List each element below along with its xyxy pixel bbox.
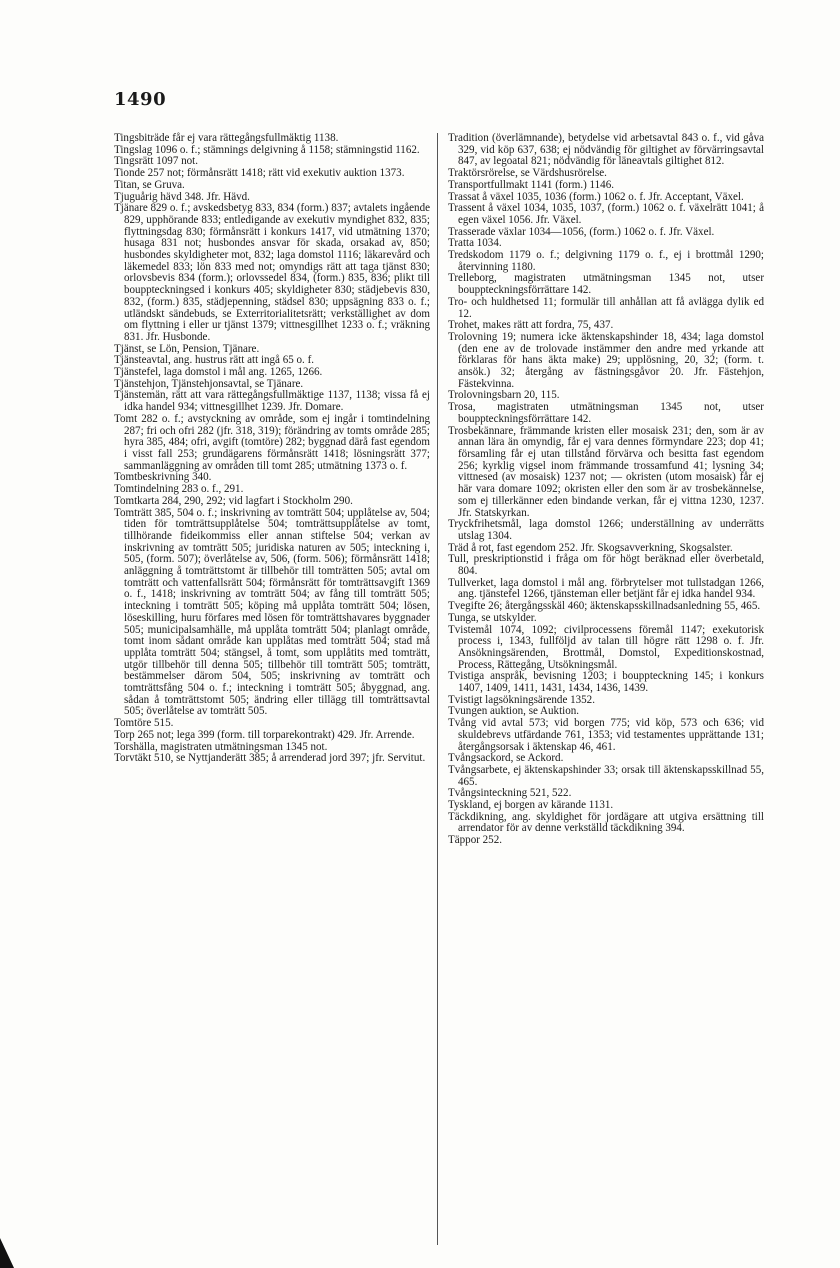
index-entry: Tjänsteavtal, ang. hustrus rätt att ingå 65 o. f. [114,354,315,367]
index-entry: Tvångsinteckning 521, 522. [448,787,572,800]
index-entry: Tjänare 829 o. f.; avskedsbetyg 833, 834 (form.) 837; avtalets ingående 829, upphörande 833; entledigande av exekutiv myndighet 832, 835; flyttningsdag 830; förmånsrätt i konkurs 1417, vid utmätning 1370; husaga 831 not; husbondes ansvar för skada, orsakad av, 850; husbondes skyldigheter mot, 832; laga domstol 1116; läkarevård och läkemedel 833; lön 833 med not; omyndigs rätt att taga tjänst 830; orlovsbevis 834 (form.); orlovssedel 834, (form.) 835, 836; plikt till bouppteckningsed i konkurs 405; skyldigheter 830; städjebevis 830, 832, (form.) 835, städjepenning, städsel 830; uppsägning 833 o. f.; utländskt sändebuds, se Exterritorialitetsrätt; verkställighet av dom om flyttning i eller ur tjänst 1379; vittnesgillhet 1233 o. f.; vräkning 831. Jfr. Husbonde. [114,202,430,343]
index-entry: Trassat å växel 1035, 1036 (form.) 1062 o. f. Jfr. Acceptant, Växel. [448,190,744,203]
index-entry: Transportfullmakt 1141 (form.) 1146. [448,178,614,191]
index-entry: Tjuguårig hävd 348. Jfr. Hävd. [114,190,250,203]
index-entry: Tullverket, laga domstol i mål ang. förbrytelser mot tullstadgan 1266, ang. tjänstefel 1266, tjänsteman eller betjänt får ej idka handel 934. [448,576,764,601]
index-entry: Täckdikning, ang. skyldighet för jordägare att utgiva ersättning till arrendator för av denne verkställd täckdikning 394. [448,810,764,835]
index-entry: Tryckfrihetsmål, laga domstol 1266; underställning av underrätts utslag 1304. [448,518,764,542]
index-column-left [114,133,430,765]
index-entry: Tomtindelning 283 o. f., 291. [114,483,244,496]
page-number: 1490 [114,89,167,110]
index-entry: Tvångsarbete, ej äktenskapshinder 33; orsak till äktenskapsskillnad 55, 465. [448,763,764,788]
index-entry: Tradition (överlämnande), betydelse vid arbetsavtal 843 o. f., vid gåva 329, vid köp 637, 638; ej nödvändig för giltighet av förvärringsavtal 847, av legoatal 821; nödvändig för läneavtals giltighet 812. [448,132,764,168]
index-entry: Tomtbeskrivning 340. [114,471,212,484]
index-entry: Trolovningsbarn 20, 115. [448,389,560,402]
scan-corner-shadow [0,1238,14,1268]
index-entry: Tredskodom 1179 o. f.; delgivning 1179 o. f., ej i brottmål 1290; återvinning 1180. [448,249,764,273]
index-entry: Tvång vid avtal 573; vid borgen 775; vid köp, 573 och 636; vid skuldebrevs utfärdande 761, 1353; vid testamentes upprättande 131; återgångsorsak i äktenskap 46, 461. [448,717,764,753]
index-entry: Trasserade växlar 1034—1056, (form.) 1062 o. f. Jfr. Växel. [448,225,715,238]
index-entry: Tvångsackord, se Ackord. [448,752,564,765]
index-entry: Trelleborg, magistraten utmätningsman 1345 not, utser bouppteckningsförrättare 142. [448,272,764,297]
index-entry: Tjänstefel, laga domstol i mål ang. 1265, 1266. [114,366,323,379]
index-entry: Tvistiga anspråk, bevisning 1203; i bouppteckning 145; i konkurs 1407, 1409, 1411, 1431, 1434, 1436, 1439. [448,670,764,695]
index-entry: Torshälla, magistraten utmätningsman 1345 not. [114,740,328,753]
index-entry: Trassent å växel 1034, 1035, 1037, (form.) 1062 o. f. växelrätt 1041; å egen växel 1056. Jfr. Växel. [448,202,764,226]
index-entry: Tingsrätt 1097 not. [114,155,198,168]
index-entry: Täppor 252. [448,834,502,847]
index-entry: Tomtkarta 284, 290, 292; vid lagfart i Stockholm 290. [114,494,353,507]
index-entry: Tionde 257 not; förmånsrätt 1418; rätt vid exekutiv auktion 1373. [114,167,405,180]
index-entry: Tratta 1034. [448,237,502,250]
index-entry: Träd å rot, fast egendom 252. Jfr. Skogsavverkning, Skogsalster. [448,541,733,554]
index-entry: Tro- och huldhetsed 11; formulär till anhållan att få avlägga dylik ed 12. [448,295,764,320]
column-divider [437,133,438,1245]
index-entry: Tingslag 1096 o. f.; stämnings delgivning å 1158; stämningstid 1162. [114,143,420,156]
index-entry: Trosa, magistraten utmätningsman 1345 not, utser bouppteckningsförrättare 142. [448,401,764,425]
index-entry: Trolovning 19; numera icke äktenskapshinder 18, 434; laga domstol (den ene av de trolovade instämmer den andre med yrkande att förklaras för hans äkta make) 29; upplösning, 20, 32; (form. t. ansök.) 32; återgång av fästningsgåvor 20. Jfr. Fästehjon, Fästekvinna. [448,330,764,390]
index-entry: Tjänstemän, rätt att vara rättegångsfullmäktige 1137, 1138; vissa få ej idka handel 934; vittnesgillhet 1239. Jfr. Domare. [114,389,430,414]
index-entry: Tvegifte 26; återgångsskäl 460; äktenskapsskillnadsanledning 55, 465. [448,600,761,613]
index-entry: Trosbekännare, främmande kristen eller mosaisk 231; den, som är av annan lära än omyndig, får ej vara dennes förmyndare 223; dop 41; församling får ej utan tillstånd förvärva och besitta fast egendom 256; kyrklig vigsel inom främmande trossamfund 41; lysning 34; vittnesed (av mosaisk) 1237 not; — okristen (utom mosaisk) får ej här vara domare 1092; okristen eller den som är av trosbekännelse, som ej tillerkänner eden bindande verkan, får ej vittna 1230, 1237. Jfr. Statskyrkan. [448,424,764,519]
index-entry: Tomt 282 o. f.; avstyckning av område, som ej ingår i tomtindelning 287; fri och ofri 282 (jfr. 318, 319); förändring av tomts område 285; hyra 385, 484; ofri, avgift (tomtöre) 282; byggnad därå fast egendom i visst fall 253; grundägarens förmånsrätt 1418; lösningsrätt 377; sammanläggning av områden till tomt 285; utmätning 1373 o. f. [114,412,430,472]
index-entry: Torp 265 not; lega 399 (form. till torparekontrakt) 429. Jfr. Arrende. [114,728,415,741]
index-entry: Tjänst, se Lön, Pension, Tjänare. [114,342,260,355]
index-entry: Titan, se Gruva. [114,178,185,191]
index-entry: Tyskland, ej borgen av kärande 1131. [448,799,614,812]
index-entry: Tvungen auktion, se Auktion. [448,705,580,718]
index-column-right [448,133,764,847]
index-entry: Tunga, se utskylder. [448,611,537,624]
index-entry: Tjänstehjon, Tjänstehjonsavtal, se Tjänare. [114,377,304,390]
index-entry: Tull, preskriptionstid i fråga om för högt beräknad eller överbetald, 804. [448,553,764,578]
index-entry: Trohet, makes rätt att fordra, 75, 437. [448,319,614,332]
index-entry: Tvistigt lagsökningsärende 1352. [448,693,595,706]
index-entry: Tvistemål 1074, 1092; civilprocessens föremål 1147; exekutorisk process i, 1343, fullföljd av talan till högre rätt 1298 o. f. Jfr. Ansökningsärenden, Brottmål, Domstol, Expeditionskostnad, Process, Rättegång, Utsökningsmål. [448,623,764,671]
index-entry: Tomträtt 385, 504 o. f.; inskrivning av tomträtt 504; upplåtelse av, 504; tiden för tomträttsupplåtelse 504; tomträttsupplåtelse av tomt, tillhörande fideikommiss eller annan stiftelse 504; verkan av inskrivning av tomträtt 505; juridiska naturen av 505; inteckning i, 505, (form. 507); överlåtelse av, 506, (form. 506); förmånsrätt 1418; anläggning å tomträttstomt är tillbehör till tomträtten 505; avtal om tomträtt och vattenfallsrätt 504; förmånsrätt för tomträttsavgift 1369 o. f., 1418; inskrivning av tomträtt 504; av fång till tomträtt 505; inteckning i tomträtt 505; köping må upplåta tomträtt 504; lösen, löseskilling, huru förfares med lösen för tomträttshavares byggnader 505; municipalsamhälle, må upplåta tomträtt 504; planlagt område, tomt inom sådant område kan upplåtas med tomträtt 504; stad må upplåta tomträtt 504; stängsel, å tomt, som upplåtits med tomträtt, utgör tillbehör till denna 505; tillbehör till tomträtt 505; tomträtt, bestämmelser därom 504, 505; inskrivning av tomträtt och tomträttsfång 504 o. f.; inteckning i tomträtt 505; åbyggnad, ang. sådan å tomträttstomt 505; ändring eller tillägg till tomträttsavtal 505; överlåtelse av tomträtt 505. [114,506,430,718]
index-entry: Traktörsrörelse, se Värdshusrörelse. [448,167,607,180]
index-entry: Tomtöre 515. [114,717,174,730]
index-entry: Tingsbiträde får ej vara rättegångsfullmäktig 1138. [114,132,339,144]
index-entry: Torvtäkt 510, se Nyttjanderätt 385; å arrenderad jord 397; jfr. Servitut. [114,752,426,765]
